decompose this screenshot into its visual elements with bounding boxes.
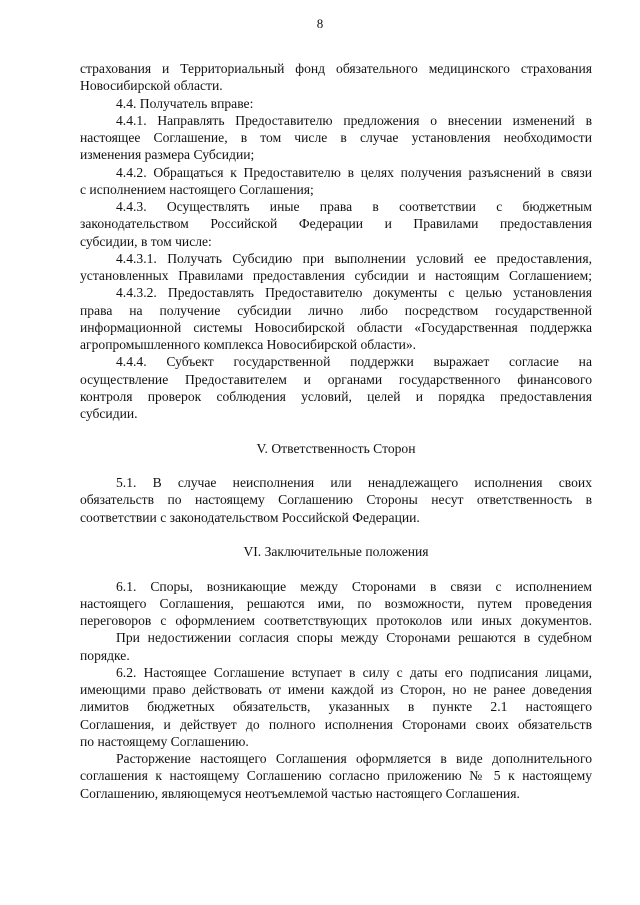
page-number: 8 <box>316 16 324 31</box>
text-line: имеющими право действовать от имени каждой из Сторон, но не ранее доведения <box>80 682 592 697</box>
text-line: осуществление Предоставителем и органами государственного финансового <box>80 371 592 387</box>
document-body <box>80 60 592 802</box>
text-line: 4.4.3.2. Предоставлять Предоставителю документы с целью установления <box>116 285 592 301</box>
blank-line <box>80 560 592 577</box>
text-line: 4.4.2. Обращаться к Предоставителю в целях получения разъяснений в связи <box>116 164 592 180</box>
text-line: субсидии, в том числе: <box>80 233 212 249</box>
section-heading: VI. Заключительные положения <box>243 544 429 559</box>
text-line: страхования и Территориальный фонд обязательного медицинского страхования <box>80 61 592 76</box>
text-line: с исполнением настоящего Соглашения; <box>80 181 314 197</box>
text-line: 6.1. Споры, возникающие между Сторонами в связи с исполнением <box>116 578 592 594</box>
blank-line <box>80 422 592 439</box>
text-line: Расторжение настоящего Соглашения оформляется в виде дополнительного <box>116 751 592 766</box>
text-line: информационной системы Новосибирской области «Государственная поддержка <box>80 319 592 335</box>
text-line: 4.4.1. Направлять Предоставителю предложения о внесении изменений в <box>116 112 592 128</box>
text-line: 4.4.4. Субъект государственной поддержки выражает согласие на <box>116 354 592 370</box>
text-line: субсидии. <box>80 406 138 421</box>
text-line: При недостижении согласия споры между Сторонами решаются в судебном <box>116 630 592 646</box>
text-line: Соглашения, и действует до полного исполнения Сторонами своих обязательств <box>80 716 592 732</box>
text-line: Новосибирской области. <box>80 78 223 94</box>
text-line: настоящее Соглашение, в том числе в случае установления необходимости <box>80 130 592 145</box>
text-line: 6.2. Настоящее Соглашение вступает в силу с даты его подписания лицами, <box>116 664 592 680</box>
text-line: соглашения к настоящему Соглашению согласно приложению № 5 к настоящему <box>80 768 592 784</box>
text-line: 4.4.3. Осуществлять иные права в соответствии с бюджетным <box>116 199 592 214</box>
text-line: права на получение субсидии лично либо посредством государственной <box>80 302 592 318</box>
text-line: переговоров с оформлением соответствующих протоколов или иных документов. <box>80 613 592 628</box>
blank-line <box>80 457 592 474</box>
text-line: контроля проверок соблюдения условий, целей и порядка предоставления <box>80 388 592 404</box>
text-line: установленных Правилами предоставления субсидии и настоящим Соглашением; <box>80 268 592 283</box>
section-heading: V. Ответственность Сторон <box>256 440 416 456</box>
text-line: изменения размера Субсидии; <box>80 147 255 163</box>
text-line: агропромышленного комплекса Новосибирской области». <box>80 337 417 352</box>
text-line: лимитов бюджетных обязательств, указанных в пункте 2.1 настоящего <box>80 699 592 715</box>
text-line: соответствии с законодательством Российской Федерации. <box>80 509 420 525</box>
text-line: 5.1. В случае неисполнения или ненадлежащего исполнения своих <box>116 475 592 490</box>
text-line: Соглашению, являющемуся неотъемлемой частью настоящего Соглашения. <box>80 785 520 801</box>
text-line: 4.4.3.1. Получать Субсидию при выполнении условий ее предоставления, <box>116 250 592 266</box>
text-line: законодательством Российской Федерации и Правилами предоставления <box>80 216 592 232</box>
text-line: порядке. <box>80 647 130 663</box>
blank-line <box>80 526 592 543</box>
text-line: по настоящему Соглашению. <box>80 733 249 749</box>
text-line: обязательств по настоящему Соглашению Стороны несут ответственность в <box>80 492 592 508</box>
text-line: настоящего Соглашения, решаются ими, по возможности, путем проведения <box>80 595 592 611</box>
text-line: 4.4. Получатель вправе: <box>116 95 254 111</box>
